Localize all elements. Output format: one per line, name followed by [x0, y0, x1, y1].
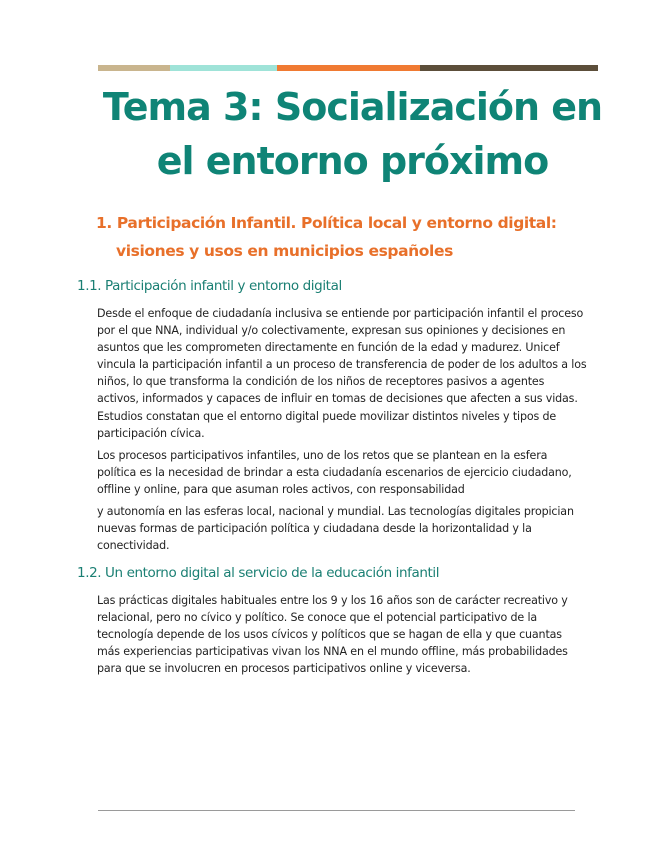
subsection-heading-1-1: 1.1. Participación infantil y entorno digital [77, 278, 342, 294]
paragraph-1-1-c: y autonomía en las esferas local, nacional y mundial. Las tecnologías digitales propician nuevas formas de participación política y ciudadana desde la horizontalidad y la conectividad. [97, 505, 574, 553]
paragraph-1-1-a: Desde el enfoque de ciudadanía inclusiva se entiende por participación infantil el proceso por el que NNA, individual y/o colectivamente, expresan sus opiniones y decisiones en asuntos que les comprometen directamente en función de la edad y madurez. Unicef vincula la participación infantil a un proceso de transferencia de poder de los adultos a los niños, lo que transforma la condición de los niños de receptores pasivos a agentes activos, informados y capaces de influir en tomas de decisiones que afecten a sus vidas. Estudios constatan que el entorno digital puede movilizar distintos niveles y tipos de participación cívica. [97, 307, 587, 440]
footer-divider [98, 810, 575, 811]
section-heading-text: 1. Participación Infantil. Política local y entorno digital: visiones y usos en municipios españoles [96, 214, 557, 260]
color-bar-segment-tan [98, 65, 170, 71]
color-bar-segment-brown [420, 65, 598, 71]
paragraph-1-2-a: Las prácticas digitales habituales entre los 9 y los 16 años son de carácter recreativo y relacional, pero no cívico y político. Se conoce que el potencial participativo de la tecnología depende de los usos cívicos y políticos que se hagan de ella y que cuantas más experiencias participativas vivan los NNA en el mundo offline, más probabilidades para que se involucren en procesos participativos online y viceversa. [97, 594, 568, 676]
color-bar-segment-orange [277, 65, 420, 71]
color-bar-segment-mint [170, 65, 277, 71]
decorative-color-bar [98, 65, 598, 71]
section-heading [96, 209, 566, 265]
document-title: Tema 3: Socialización en el entorno próximo [102, 85, 603, 183]
paragraph-1-1-b: Los procesos participativos infantiles, uno de los retos que se plantean en la esfera política es la necesidad de brindar a esta ciudadanía escenarios de ejercicio ciudadano, offline y online, para que asuman roles activos, con responsabilidad [97, 449, 572, 497]
subsection-heading-1-2: 1.2. Un entorno digital al servicio de la educación infantil [77, 565, 440, 581]
